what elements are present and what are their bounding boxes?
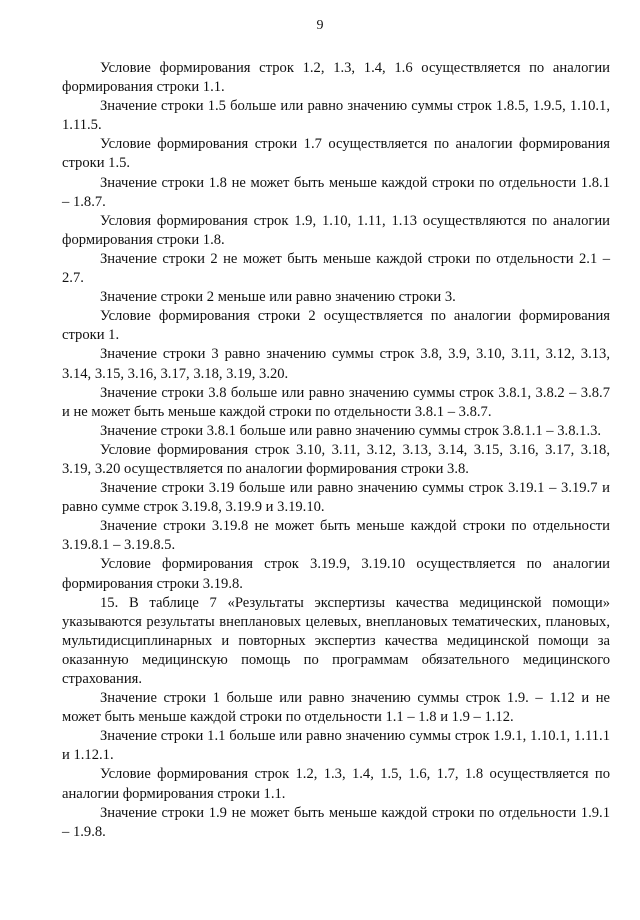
paragraph: Значение строки 3.8 больше или равно значению суммы строк 3.8.1, 3.8.2 – 3.8.7 и не может быть меньше каждой строки по отдельности 3.8.1 – 3.8.7. [62, 384, 610, 420]
paragraph: Условия формирования строк 1.9, 1.10, 1.11, 1.13 осуществляются по аналогии формирования строки 1.8. [62, 212, 610, 248]
paragraph: Условие формирования строк 1.2, 1.3, 1.4, 1.6 осуществляется по аналогии формирования строки 1.1. [62, 60, 610, 96]
paragraph: Значение строки 3.19.8 не может быть меньше каждой строки по отдельности 3.19.8.1 – 3.19.8.5. [62, 518, 610, 554]
document-body [62, 59, 610, 842]
paragraph: Условие формирования строки 2 осуществляется по аналогии формирования строки 1. [62, 308, 610, 344]
paragraph: Условие формирования строк 3.19.9, 3.19.10 осуществляется по аналогии формирования строки 3.19.8. [62, 556, 610, 592]
paragraph: Значение строки 3.8.1 больше или равно значению суммы строк 3.8.1.1 – 3.8.1.3. [100, 422, 602, 439]
paragraph: Условие формирования строки 1.7 осуществляется по аналогии формирования строки 1.5. [62, 136, 610, 172]
paragraph: Значение строки 3.19 больше или равно значению суммы строк 3.19.1 – 3.19.7 и равно сумме строк 3.19.8, 3.19.9 и 3.19.10. [62, 480, 610, 516]
paragraph: Значение строки 1.1 больше или равно значению суммы строк 1.9.1, 1.10.1, 1.11.1 и 1.12.1. [62, 728, 610, 764]
page-number: 9 [316, 18, 324, 33]
paragraph: Условие формирования строк 3.10, 3.11, 3.12, 3.13, 3.14, 3.15, 3.16, 3.17, 3.18, 3.19, 3.20 осуществляется по аналогии формирования строки 3.8. [62, 441, 610, 477]
section-paragraph: 15. В таблице 7 «Результаты экспертизы качества медицинской помощи» указываются результаты внеплановых целевых, внеплановых тематических, плановых, мультидисциплинарных и повторных экспертиз качества медицинской помощи за оказанную медицинскую помощь по программам обязательного медицинского страхования. [62, 594, 610, 687]
paragraph: Значение строки 3 равно значению суммы строк 3.8, 3.9, 3.10, 3.11, 3.12, 3.13, 3.14, 3.15, 3.16, 3.17, 3.18, 3.19, 3.20. [62, 346, 610, 382]
paragraph: Значение строки 2 меньше или равно значению строки 3. [100, 289, 456, 306]
paragraph: Условие формирования строк 1.2, 1.3, 1.4, 1.5, 1.6, 1.7, 1.8 осуществляется по аналогии формирования строки 1.1. [62, 766, 610, 802]
paragraph: Значение строки 1.8 не может быть меньше каждой строки по отдельности 1.8.1 – 1.8.7. [62, 174, 610, 210]
paragraph: Значение строки 2 не может быть меньше каждой строки по отдельности 2.1 – 2.7. [62, 250, 610, 287]
paragraph: Значение строки 1.9 не может быть меньше каждой строки по отдельности 1.9.1 – 1.9.8. [62, 804, 610, 840]
paragraph: Значение строки 1.5 больше или равно значению суммы строк 1.8.5, 1.9.5, 1.10.1, 1.11.5. [62, 98, 610, 134]
paragraph: Значение строки 1 больше или равно значению суммы строк 1.9. – 1.12 и не может быть меньше каждой строки по отдельности 1.1 – 1.8 и 1.9 – 1.12. [62, 690, 610, 726]
